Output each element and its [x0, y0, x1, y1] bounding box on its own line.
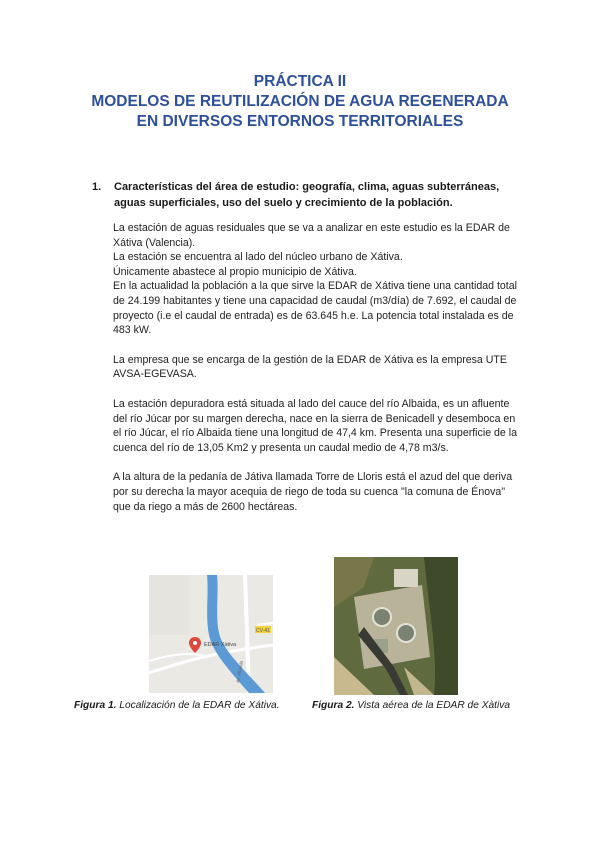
section-heading-text: Características del área de estudio: geografía, clima, aguas subterráneas, aguas superficiales, uso del suelo y crecimiento de la población.	[114, 181, 500, 209]
aerial-photo-image	[334, 557, 458, 695]
body-text	[113, 221, 525, 514]
paragraph-1-line-2: La estación se encuentra al lado del núcleo urbano de Xátiva.	[113, 251, 403, 264]
map-road-text: Av. Albaida	[235, 660, 244, 684]
figure-2-caption	[312, 700, 510, 711]
road-label: CV-41	[256, 628, 270, 634]
paragraph-3: La estación depuradora está situada al lado del cauce del río Albaida, es un afluente del río Júcar por su margen derecha, nace en la sierra de Benicadell y desemboca en el río Júcar, el río Albaida tiene una longitud de 47,4 km. Presenta una superficie de la cuenca del río de 13,05 Km2 y presenta un caudal medio de 4,78 m3/s.	[113, 397, 517, 454]
title-line-1: PRÁCTICA II	[253, 73, 347, 90]
figure-1-caption	[74, 700, 280, 711]
aerial-photo-svg	[334, 557, 458, 695]
paragraph-1-line-3: Únicamente abastece al propio municipio de Xátiva.	[113, 265, 357, 278]
figure-1-label: Figura 1.	[74, 700, 117, 711]
section-number: 1.	[92, 181, 102, 193]
location-map-image	[149, 575, 273, 693]
figure-2-label: Figura 2.	[312, 700, 355, 711]
title-line-3: EN DIVERSOS ENTORNOS TERRITORIALES	[136, 113, 464, 130]
paragraph-1-line-4: En la actualidad la población a la que sirve la EDAR de Xátiva tiene una cantidad total de 24.199 habitantes y tiene una capacidad de caudal (m3/día) de 7.692, el caudal de proyecto (i.e el caudal de entrada) es de 63.645 h.e. La potencia total instalada es de 483 kW.	[113, 280, 518, 337]
document-title	[0, 72, 600, 132]
paragraph-2: La empresa que se encarga de la gestión de la EDAR de Xátiva es la empresa UTE AVSA-EGEVASA.	[113, 353, 507, 381]
paragraph-4: A la altura de la pedanía de Játiva llamada Torre de Lloris está el azud del que deriva por su derecha la mayor acequia de riego de toda su cuenca "la comuna de Énova" que da riego a más de 2600 hectáreas.	[113, 471, 513, 513]
figure-1-caption-text: Localización de la EDAR de Xátiva.	[116, 700, 280, 711]
location-map-svg	[149, 575, 273, 693]
map-pin-label: EDAR Xàtiva	[204, 642, 237, 648]
title-line-2: MODELOS DE REUTILIZACIÓN DE AGUA REGENERADA	[91, 93, 509, 110]
paragraph-1-line-1: La estación de aguas residuales que se va a analizar en este estudio es la EDAR de Xátiva (Valencia).	[113, 222, 510, 249]
figure-2-caption-text: Vista aérea de la EDAR de Xàtiva	[354, 700, 511, 711]
